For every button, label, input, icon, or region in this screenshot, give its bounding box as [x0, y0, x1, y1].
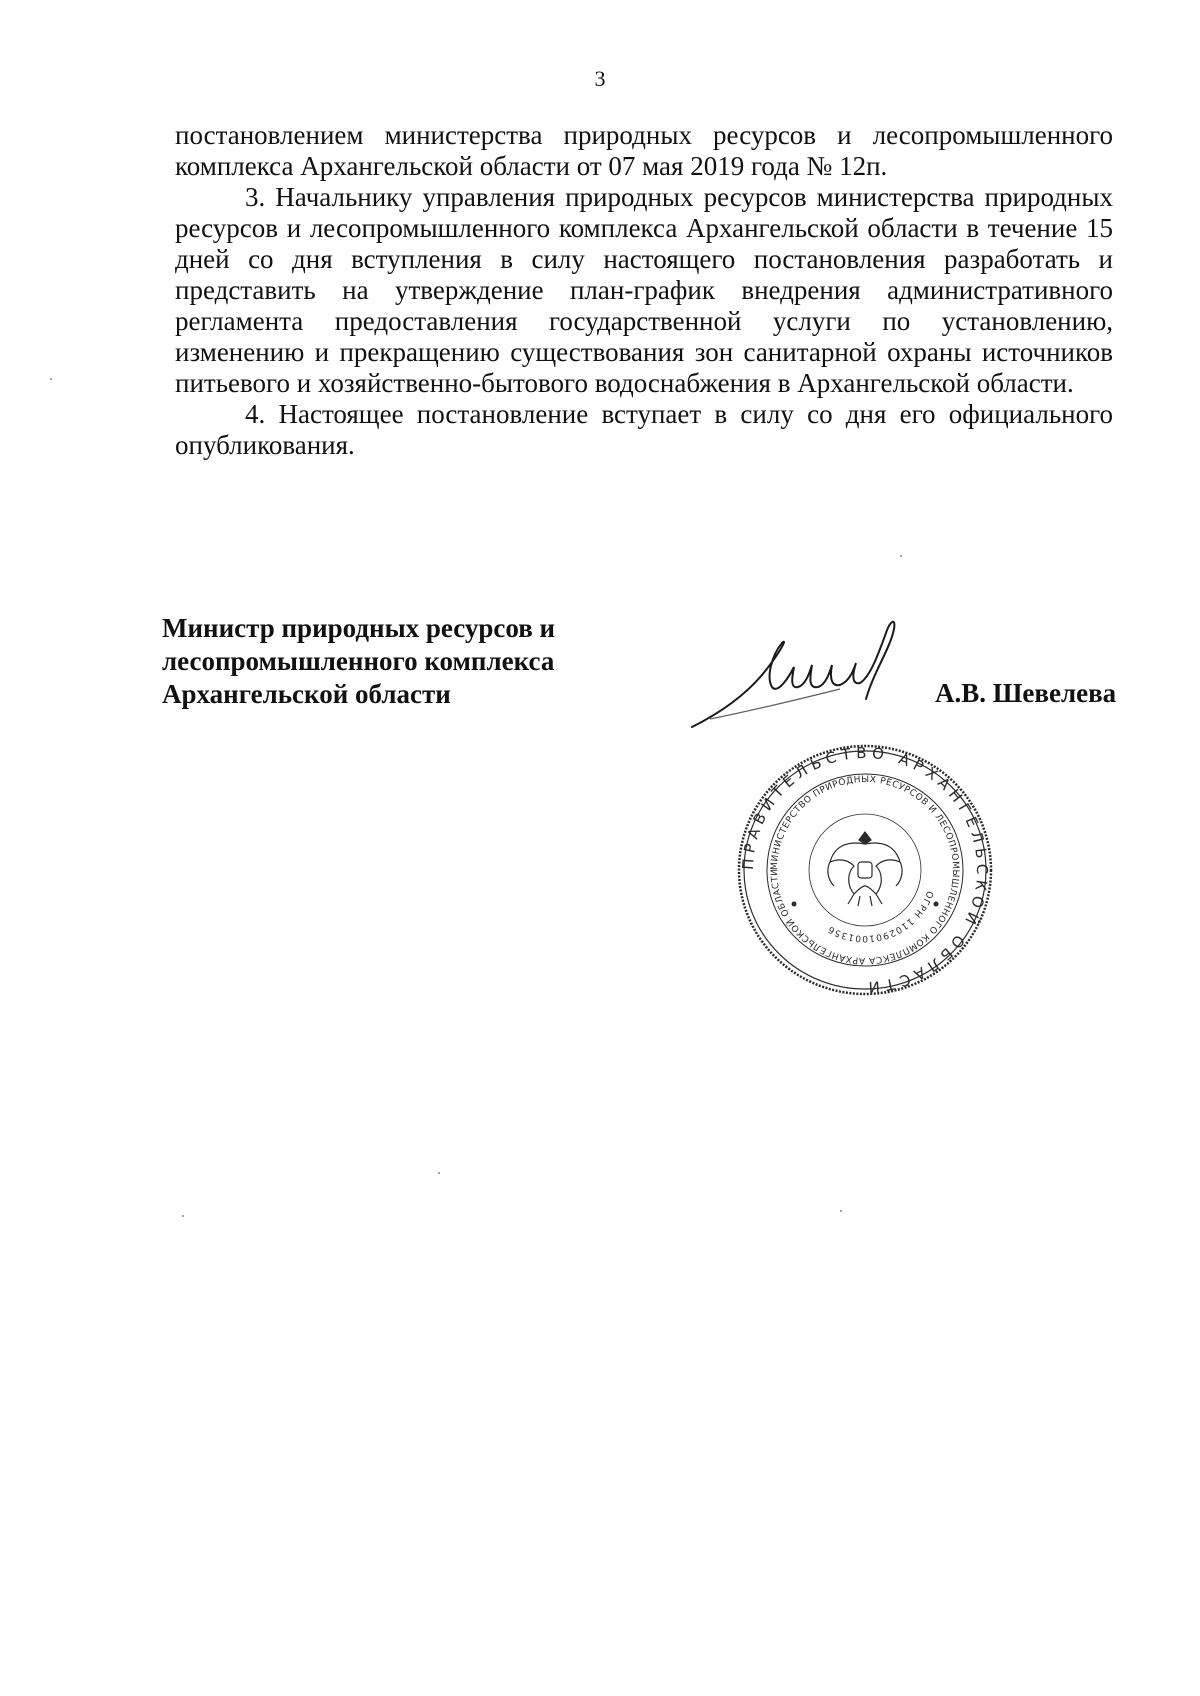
document-body — [175, 120, 1113, 461]
signatory-title-line: Архангельской области — [162, 679, 451, 709]
signatory-title-line: лесопромышленного комплекса — [162, 646, 555, 676]
paragraph-continuation: постановлением министерства природных ресурсов и лесопромышленного комплекса Архангельской области от 07 мая 2019 года № 12п. — [175, 120, 1113, 181]
page-number: 3 — [594, 66, 606, 91]
svg-text:ОГРН 1102901001356 — [826, 889, 934, 943]
signatory-title-line: Министр природных ресурсов и — [162, 613, 556, 643]
official-seal — [730, 740, 1000, 1000]
handwritten-signature — [690, 615, 930, 735]
seal-inner-text: МИНИСТЕРСТВО ПРИРОДНЫХ РЕСУРСОВ И ЛЕСОПРОМЫШЛЕННОГО КОМПЛЕКСА АРХАНГЕЛЬСКОЙ ОБЛАСТИ — [769, 774, 961, 966]
signatory-name: А.В. Шевелева — [935, 678, 1117, 708]
seal-stars — [792, 902, 939, 907]
paragraph-item-4: 4. Настоящее постановление вступает в силу со дня его официального опубликования. — [175, 399, 1113, 460]
coat-of-arms-emblem — [828, 832, 902, 906]
signatory-title — [162, 612, 555, 711]
seal-ogrn-text: ОГРН 1102901001356 — [826, 889, 935, 944]
paragraph-item-3: 3. Начальнику управления природных ресурсов министерства природных ресурсов и лесопромышленного комплекса Архангельской области в течение 15 дней со дня вступления в силу настоящего постановления разработать и представить на утверждение план-график внедрения административного регламента предоставления государственной услуги по установлению, изменению и прекращению существования зон санитарной охраны источников питьевого и хозяйственно-бытового водоснабжения в Архангельской области. — [175, 182, 1113, 398]
seal-outer-text: ПРАВИТЕЛЬСТВО АРХАНГЕЛЬСКОЙ ОБЛАСТИ — [738, 743, 992, 997]
